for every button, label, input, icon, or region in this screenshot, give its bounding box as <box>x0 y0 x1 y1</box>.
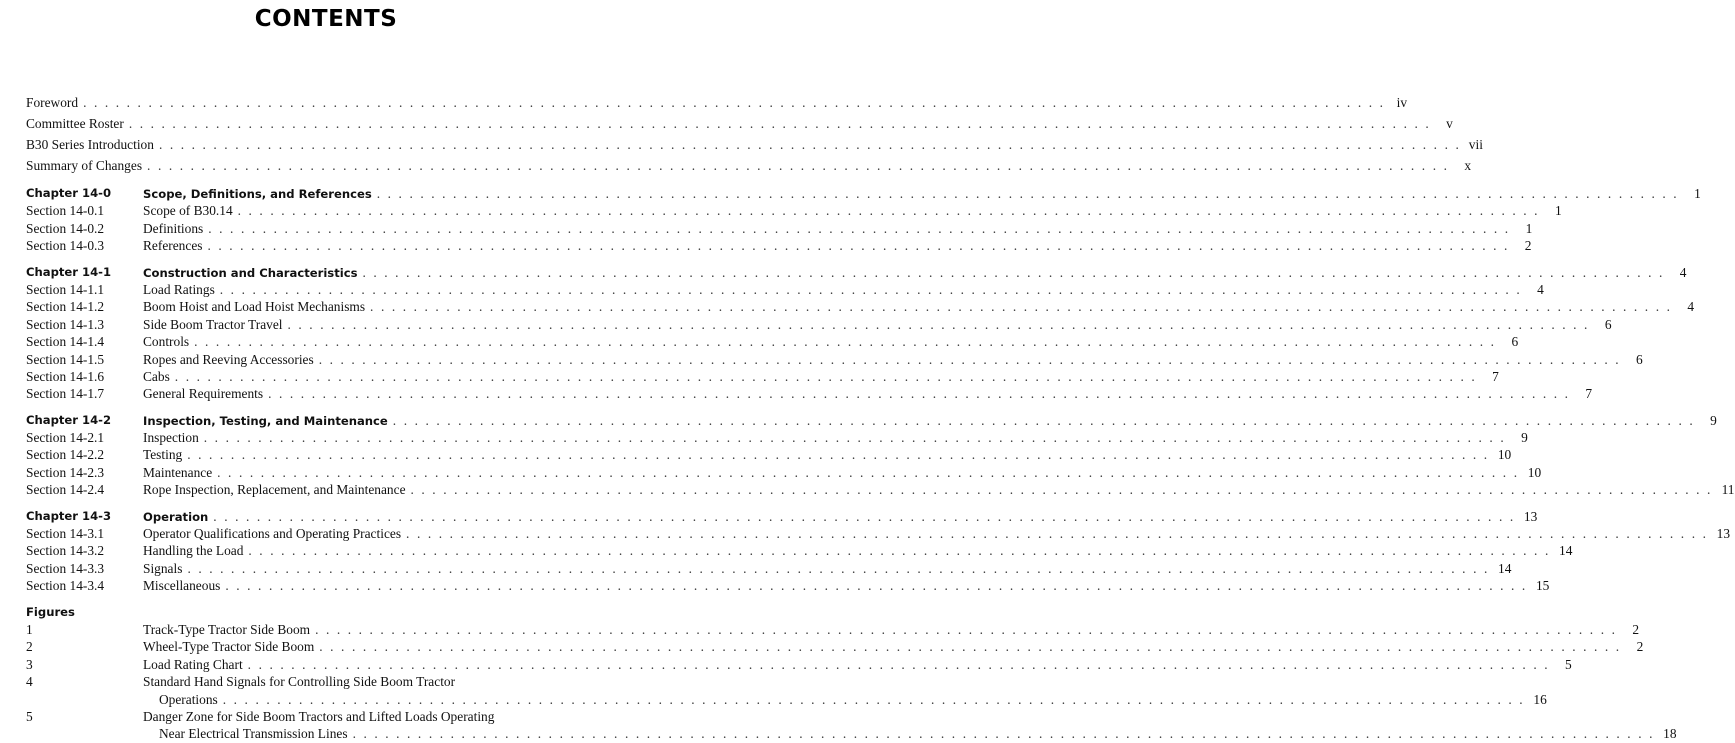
toc-row-section-number: Section 14-3.1 <box>26 526 105 542</box>
toc-row-section-title: Handling the Load <box>143 543 244 559</box>
toc-row-section-number: Section 14-3.3 <box>26 560 105 576</box>
toc-row-figure-page: 18 <box>1663 726 1677 742</box>
toc-row-front-matter-page: x <box>1464 158 1472 173</box>
toc-row-front-matter-entry <box>26 155 1472 176</box>
toc-row-section-entry <box>143 298 1695 315</box>
dot-leader: . . . . . . . . . . . . . . . . . . . . . . . . . . . . . . . . . . . . . . . . . . . . . . . . . . . . . . . . . . . . . . . . . . . . . . . . . . . . . . . . . . . . . . . . . . . . . . . . . . . . . . . . . . . . . . . . . . . . . . . . <box>406 526 1709 542</box>
toc-row-figure-entry <box>143 656 1572 673</box>
toc-row-figure-entry <box>143 708 638 725</box>
toc-row-figure-page: 5 <box>1564 656 1572 672</box>
toc-row-figure-title: Track-Type Tractor Side Boom <box>143 621 311 637</box>
toc-row-section-number: Section 14-3.4 <box>26 578 105 594</box>
toc-row-section-entry <box>143 351 1643 368</box>
toc-row-section-entry <box>143 429 1528 446</box>
toc-row-section-entry <box>143 446 1512 463</box>
toc-row-section-number: Section 14-2.2 <box>26 447 105 463</box>
toc-row-figure-page: 2 <box>1632 621 1640 637</box>
toc-row-section-number: Section 14-2.1 <box>26 430 105 446</box>
toc-row-chapter-number: Chapter 14-2 <box>26 412 112 427</box>
toc-row-figure[interactable] <box>26 621 1640 638</box>
toc-row-chapter-entry <box>143 185 1701 203</box>
toc-row-chapter-title: Construction and Characteristics <box>143 265 358 280</box>
dot-leader: . . . . . . . . . . . . . . . . . . . . . . . . . . . . . . . . . . . . . . . . . . . . . . . . . . . . . . . . . . . . . . . . . . . . . . . . . . . . . . . . . . . . . . . . . . . . . . . . . . . . . . . . . . . . . . . . . . . . . . . . <box>222 691 1525 707</box>
toc-row-section-number: Section 14-0.3 <box>26 238 105 254</box>
toc-row-section-entry <box>143 481 1735 498</box>
toc-row-section-page: 6 <box>1604 316 1612 332</box>
dot-leader: . . . . . . . . . . . . . . . . . . . . . . . . . . . . . . . . . . . . . . . . . . . . . . . . . . . . . . . . . . . . . . . . . . . . . . . . . . . . . . . . . . . . . . . . . . . . . . . . . . . . . . . . . . . . . . . . . . . . . . . . <box>147 158 1450 173</box>
toc-row-section-number: Section 14-2.4 <box>26 482 105 498</box>
dot-leader: . . . . . . . . . . . . . . . . . . . . . . . . . . . . . . . . . . . . . . . . . . . . . . . . . . . . . . . . . . . . . . . . . . . . . . . . . . . . . . . . . . . . . . . . . . . . . . . . . . . . . . . . . . . . . . . . . . . . . . . . <box>207 238 1510 254</box>
toc-row-front-matter-entry <box>26 113 1453 134</box>
toc-row-section-number: Section 14-3.2 <box>26 543 105 559</box>
toc-row-section-entry <box>143 281 1544 298</box>
toc-row-section-entry <box>143 464 1542 481</box>
toc-row-section-entry <box>143 560 1512 577</box>
toc-row-chapter-number: Chapter 14-0 <box>26 186 112 200</box>
toc-row-front-matter-entry <box>26 134 1483 155</box>
toc-row-figure-title: Wheel-Type Tractor Side Boom <box>143 639 315 655</box>
toc-row-front-matter-page: v <box>1446 116 1453 131</box>
toc-row-chapter-title: Scope, Definitions, and References <box>143 187 372 201</box>
toc-row-section-number: Section 14-1.4 <box>26 334 105 350</box>
toc-row-section[interactable] <box>26 368 1499 385</box>
toc-row-figure-number: 4 <box>26 674 33 690</box>
dot-leader: . . . . . . . . . . . . . . . . . . . . . . . . . . . . . . . . . . . . . . . . . . . . . . . . . . . . . . . . . . . . . . . . . . . . . . . . . . . . . . . . . . . . . . . . . . . . . . . . . . . . . . . . . . . . . . . . . . . . . . . . <box>237 203 1540 219</box>
toc-row-section[interactable] <box>26 220 1533 237</box>
toc-row-section-title: Inspection <box>143 430 199 446</box>
toc-row-section-title: Rope Inspection, Replacement, and Maintenance <box>143 482 406 498</box>
dot-leader: . . . . . . . . . . . . . . . . . . . . . . . . . . . . . . . . . . . . . . . . . . . . . . . . . . . . . . . . . . . . . . . . . . . . . . . . . . . . . . . . . . . . . . . . . . . . . . . . . . . . . . . . . . . . . . . . . . . . . . . . <box>213 508 1516 524</box>
toc-row-chapter-title: Operation <box>143 509 209 524</box>
toc-row-figure-page: 16 <box>1533 691 1547 707</box>
page-title: CONTENTS <box>254 6 398 32</box>
toc-row-section-page: 6 <box>1636 351 1643 367</box>
dot-leader: . . . . . . . . . . . . . . . . . . . . . . . . . . . . . . . . . . . . . . . . . . . . . . . . . . . . . . . . . . . . . . . . . . . . . . . . . . . . . . . . . . . . . . . . . . . . . . . . . . . . . . . . . . . . . . . . . . . . . . . . <box>174 368 1477 384</box>
table-of-contents <box>26 92 1735 743</box>
toc-row-section[interactable] <box>26 464 1542 481</box>
toc-row-section-page: 6 <box>1511 334 1519 350</box>
dot-leader: . . . . . . . . . . . . . . . . . . . . . . . . . . . . . . . . . . . . . . . . . . . . . . . . . . . . . . . . . . . . . . . . . . . . . . . . . . . . . . . . . . . . . . . . . . . . . . . . . . . . . . . . . . . . . . . . . . . . . . . . <box>362 264 1665 280</box>
toc-row-section-page: 7 <box>1492 368 1499 384</box>
toc-row-section[interactable] <box>26 298 1695 315</box>
toc-row-section-title: Controls <box>143 334 190 350</box>
toc-row-section-page: 14 <box>1559 543 1573 559</box>
toc-row-section[interactable] <box>26 446 1512 463</box>
toc-row-figure[interactable] <box>26 673 638 690</box>
toc-row-chapter-entry <box>143 264 1687 282</box>
toc-row-section[interactable] <box>26 542 1573 559</box>
toc-row-chapter-title: Inspection, Testing, and Maintenance <box>143 413 388 428</box>
dot-leader: . . . . . . . . . . . . . . . . . . . . . . . . . . . . . . . . . . . . . . . . . . . . . . . . . . . . . . . . . . . . . . . . . . . . . . . . . . . . . . . . . . . . . . . . . . . . . . . . . . . . . . . . . . . . . . . . . . . . . . . . <box>203 430 1506 446</box>
toc-row-section[interactable] <box>26 525 1731 542</box>
toc-row-section-title: Load Ratings <box>143 281 215 297</box>
toc-row-section-page: 1 <box>1554 203 1562 219</box>
toc-row-section-page: 7 <box>1585 386 1593 402</box>
toc-row-front-matter-page: vii <box>1468 137 1483 152</box>
toc-row-section[interactable] <box>26 560 1512 577</box>
toc-row-figure[interactable] <box>26 691 1547 708</box>
toc-row-figure-number: 2 <box>26 639 33 655</box>
dot-leader: . . . . . . . . . . . . . . . . . . . . . . . . . . . . . . . . . . . . . . . . . . . . . . . . . . . . . . . . . . . . . . . . . . . . . . . . . . . . . . . . . . . . . . . . . . . . . . . . . . . . . . . . . . . . . . . . . . . . . . . . <box>194 334 1497 350</box>
dot-leader: . . . . . . . . . . . . . . . . . . . . . . . . . . . . . . . . . . . . . . . . . . . . . . . . . . . . . . . . . . . . . . . . . . . . . . . . . . . . . . . . . . . . . . . . . . . . . . . . . . . . . . . . . . . . . . . . . . . . . . . . <box>248 543 1551 559</box>
toc-row-section-entry <box>143 525 1731 542</box>
dot-leader: . . . . . . . . . . . . . . . . . . . . . . . . . . . . . . . . . . . . . . . . . . . . . . . . . . . . . . . . . . . . . . . . . . . . . . . . . . . . . . . . . . . . . . . . . . . . . . . . . . . . . . . . . . . . . . . . . . . . . . . . <box>319 639 1622 655</box>
dot-leader: . . . . . . . . . . . . . . . . . . . . . . . . . . . . . . . . . . . . . . . . . . . . . . . . . . . . . . . . . . . . . . . . . . . . . . . . . . . . . . . . . . . . . . . . . . . . . . . . . . . . . . . . . . . . . . . . . . . . . . . . <box>83 95 1386 110</box>
toc-row-chapter-page: 13 <box>1523 508 1538 524</box>
dot-leader: . . . . . . . . . . . . . . . . . . . . . . . . . . . . . . . . . . . . . . . . . . . . . . . . . . . . . . . . . . . . . . . . . . . . . . . . . . . . . . . . . . . . . . . . . . . . . . . . . . . . . . . . . . . . . . . . . . . . . . . . <box>208 220 1511 236</box>
toc-row-front-matter[interactable] <box>26 92 1408 113</box>
toc-row-chapter-entry <box>143 508 1538 526</box>
toc-row-section-title: Definitions <box>143 220 204 236</box>
toc-row-section-page: 11 <box>1721 482 1735 498</box>
toc-row-section-page: 14 <box>1498 560 1512 576</box>
toc-row-section[interactable] <box>26 202 1562 219</box>
toc-row-section-entry <box>143 237 1532 254</box>
toc-row-section-page: 10 <box>1527 464 1542 480</box>
dot-leader: . . . . . . . . . . . . . . . . . . . . . . . . . . . . . . . . . . . . . . . . . . . . . . . . . . . . . . . . . . . . . . . . . . . . . . . . . . . . . . . . . . . . . . . . . . . . . . . . . . . . . . . . . . . . . . . . . . . . . . . . <box>370 299 1673 315</box>
toc-row-chapter[interactable] <box>26 185 1701 202</box>
toc-row-figure-entry <box>143 673 638 690</box>
dot-leader: . . . . . . . . . . . . . . . . . . . . . . . . . . . . . . . . . . . . . . . . . . . . . . . . . . . . . . . . . . . . . . . . . . . . . . . . . . . . . . . . . . . . . . . . . . . . . . . . . . . . . . . . . . . . . . . . . . . . . . . . <box>376 186 1679 201</box>
toc-row-section-page: 2 <box>1524 238 1532 254</box>
toc-row-figure-number: 1 <box>26 621 33 637</box>
toc-row-section-number: Section 14-1.5 <box>26 351 105 367</box>
toc-row-section[interactable] <box>26 577 1550 594</box>
toc-row-figure-number: 5 <box>26 708 33 724</box>
toc-row-figure-page: 2 <box>1636 639 1644 655</box>
toc-row-chapter-number: Chapter 14-3 <box>26 508 112 523</box>
dot-leader: . . . . . . . . . . . . . . . . . . . . . . . . . . . . . . . . . . . . . . . . . . . . . . . . . . . . . . . . . . . . . . . . . . . . . . . . . . . . . . . . . . . . . . . . . . . . . . . . . . . . . . . . . . . . . . . . . . . . . . . . <box>217 464 1520 480</box>
dot-leader: . . . . . . . . . . . . . . . . . . . . . . . . . . . . . . . . . . . . . . . . . . . . . . . . . . . . . . . . . . . . . . . . . . . . . . . . . . . . . . . . . . . . . . . . . . . . . . . . . . . . . . . . . . . . . . . . . . . . . . . . <box>315 621 1618 637</box>
toc-row-chapter-number: Chapter 14-1 <box>26 264 112 279</box>
toc-row-section[interactable] <box>26 385 1593 402</box>
toc-row-chapter[interactable] <box>26 412 1717 429</box>
toc-row-front-matter-title: Summary of Changes <box>26 158 143 173</box>
toc-row-figure-entry <box>159 725 1677 742</box>
toc-row-section-title: Maintenance <box>143 464 213 480</box>
dot-leader: . . . . . . . . . . . . . . . . . . . . . . . . . . . . . . . . . . . . . . . . . . . . . . . . . . . . . . . . . . . . . . . . . . . . . . . . . . . . . . . . . . . . . . . . . . . . . . . . . . . . . . . . . . . . . . . . . . . . . . . . <box>158 137 1461 152</box>
toc-row-section-title: References <box>143 238 203 254</box>
toc-row-section-entry <box>143 542 1573 559</box>
toc-row-chapter-page: 1 <box>1694 186 1701 201</box>
toc-row-front-matter[interactable] <box>26 155 1472 176</box>
toc-row-section-number: Section 14-1.2 <box>26 299 105 315</box>
dot-leader: . . . . . . . . . . . . . . . . . . . . . . . . . . . . . . . . . . . . . . . . . . . . . . . . . . . . . . . . . . . . . . . . . . . . . . . . . . . . . . . . . . . . . . . . . . . . . . . . . . . . . . . . . . . . . . . . . . . . . . . . <box>128 116 1431 131</box>
dot-leader: . . . . . . . . . . . . . . . . . . . . . . . . . . . . . . . . . . . . . . . . . . . . . . . . . . . . . . . . . . . . . . . . . . . . . . . . . . . . . . . . . . . . . . . . . . . . . . . . . . . . . . . . . . . . . . . . . . . . . . . . <box>392 412 1695 428</box>
toc-row-section-title: General Requirements <box>143 386 264 402</box>
toc-row-section[interactable] <box>26 316 1612 333</box>
toc-row-front-matter[interactable] <box>26 113 1453 134</box>
toc-row-section-page: 13 <box>1716 526 1731 542</box>
toc-row-section[interactable] <box>26 333 1519 350</box>
dot-leader: . . . . . . . . . . . . . . . . . . . . . . . . . . . . . . . . . . . . . . . . . . . . . . . . . . . . . . . . . . . . . . . . . . . . . . . . . . . . . . . . . . . . . . . . . . . . . . . . . . . . . . . . . . . . . . . . . . . . . . . . <box>225 578 1528 594</box>
toc-row-section-title: Operator Qualifications and Operating Practices <box>143 526 402 542</box>
toc-row-figure-title: Standard Hand Signals for Controlling Side Boom Tractor <box>143 674 456 690</box>
toc-row-section-number: Section 14-1.7 <box>26 386 105 402</box>
toc-row-chapter[interactable] <box>26 264 1687 281</box>
toc-row-section-entry <box>143 368 1499 385</box>
toc-row-section-title: Testing <box>143 447 183 463</box>
toc-row-section-number: Section 14-1.1 <box>26 281 105 297</box>
toc-row-figure[interactable] <box>26 725 1677 742</box>
toc-row-section-entry <box>143 577 1550 594</box>
dot-leader: . . . . . . . . . . . . . . . . . . . . . . . . . . . . . . . . . . . . . . . . . . . . . . . . . . . . . . . . . . . . . . . . . . . . . . . . . . . . . . . . . . . . . . . . . . . . . . . . . . . . . . . . . . . . . . . . . . . . . . . . <box>352 726 1655 742</box>
toc-row-figure-entry <box>143 621 1640 638</box>
toc-row-section-title: Miscellaneous <box>143 578 221 594</box>
dot-leader: . . . . . . . . . . . . . . . . . . . . . . . . . . . . . . . . . . . . . . . . . . . . . . . . . . . . . . . . . . . . . . . . . . . . . . . . . . . . . . . . . . . . . . . . . . . . . . . . . . . . . . . . . . . . . . . . . . . . . . . . <box>318 351 1621 367</box>
toc-row-section-page: 9 <box>1521 430 1528 446</box>
toc-row-front-matter-title: Committee Roster <box>26 116 124 131</box>
toc-row-figure-title: Danger Zone for Side Boom Tractors and Lifted Loads Operating <box>143 708 495 724</box>
toc-row-figure[interactable] <box>26 638 1644 655</box>
toc-row-section-entry <box>143 385 1593 402</box>
dot-leader: . . . . . . . . . . . . . . . . . . . . . . . . . . . . . . . . . . . . . . . . . . . . . . . . . . . . . . . . . . . . . . . . . . . . . . . . . . . . . . . . . . . . . . . . . . . . . . . . . . . . . . . . . . . . . . . . . . . . . . . . <box>219 281 1522 297</box>
figures-heading <box>26 604 638 621</box>
toc-row-section-title: Ropes and Reeving Accessories <box>143 351 314 367</box>
toc-row-section[interactable] <box>26 237 1532 254</box>
dot-leader: . . . . . . . . . . . . . . . . . . . . . . . . . . . . . . . . . . . . . . . . . . . . . . . . . . . . . . . . . . . . . . . . . . . . . . . . . . . . . . . . . . . . . . . . . . . . . . . . . . . . . . . . . . . . . . . . . . . . . . . . <box>268 386 1571 402</box>
toc-row-section-title: Scope of B30.14 <box>143 203 233 219</box>
toc-row-figure-entry <box>143 638 1644 655</box>
toc-row-section-title: Boom Hoist and Load Hoist Mechanisms <box>143 299 366 315</box>
toc-row-front-matter-page: iv <box>1396 95 1408 110</box>
toc-row-chapter-entry <box>143 412 1717 430</box>
toc-row-section-entry <box>143 333 1519 350</box>
toc-row-figure-title: Operations <box>159 691 218 707</box>
toc-row-section-entry <box>143 202 1562 219</box>
figures-heading-label: Figures <box>26 604 75 619</box>
toc-row-chapter-page: 9 <box>1710 412 1717 428</box>
toc-row-section-page: 4 <box>1537 281 1544 297</box>
dot-leader: . . . . . . . . . . . . . . . . . . . . . . . . . . . . . . . . . . . . . . . . . . . . . . . . . . . . . . . . . . . . . . . . . . . . . . . . . . . . . . . . . . . . . . . . . . . . . . . . . . . . . . . . . . . . . . . . . . . . . . . . <box>287 316 1590 332</box>
dot-leader: . . . . . . . . . . . . . . . . . . . . . . . . . . . . . . . . . . . . . . . . . . . . . . . . . . . . . . . . . . . . . . . . . . . . . . . . . . . . . . . . . . . . . . . . . . . . . . . . . . . . . . . . . . . . . . . . . . . . . . . . <box>410 482 1713 498</box>
toc-row-section-number: Section 14-2.3 <box>26 464 105 480</box>
toc-row-front-matter-entry <box>26 92 1408 113</box>
dot-leader: . . . . . . . . . . . . . . . . . . . . . . . . . . . . . . . . . . . . . . . . . . . . . . . . . . . . . . . . . . . . . . . . . . . . . . . . . . . . . . . . . . . . . . . . . . . . . . . . . . . . . . . . . . . . . . . . . . . . . . . . <box>247 656 1550 672</box>
toc-row-section[interactable] <box>26 351 1643 368</box>
toc-row-section-page: 1 <box>1525 220 1533 236</box>
toc-row-section-page: 15 <box>1535 578 1550 594</box>
toc-row-front-matter[interactable] <box>26 134 1483 155</box>
toc-row-section-entry <box>143 220 1533 237</box>
toc-row-front-matter-title: Foreword <box>26 95 79 110</box>
toc-row-front-matter-title: B30 Series Introduction <box>26 137 154 152</box>
toc-row-section-title: Signals <box>143 560 183 576</box>
toc-row-section-title: Cabs <box>143 368 170 384</box>
toc-row-section-page: 4 <box>1687 299 1695 315</box>
toc-row-section-number: Section 14-0.2 <box>26 220 105 236</box>
dot-leader: . . . . . . . . . . . . . . . . . . . . . . . . . . . . . . . . . . . . . . . . . . . . . . . . . . . . . . . . . . . . . . . . . . . . . . . . . . . . . . . . . . . . . . . . . . . . . . . . . . . . . . . . . . . . . . . . . . . . . . . . <box>187 447 1490 463</box>
toc-row-figure-title: Near Electrical Transmission Lines <box>159 726 348 742</box>
toc-row-figure-number: 3 <box>26 656 33 672</box>
toc-row-section-number: Section 14-1.3 <box>26 316 105 332</box>
dot-leader: . . . . . . . . . . . . . . . . . . . . . . . . . . . . . . . . . . . . . . . . . . . . . . . . . . . . . . . . . . . . . . . . . . . . . . . . . . . . . . . . . . . . . . . . . . . . . . . . . . . . . . . . . . . . . . . . . . . . . . . . <box>187 560 1490 576</box>
toc-row-section-number: Section 14-0.1 <box>26 203 105 219</box>
toc-row-figure[interactable] <box>26 656 1572 673</box>
toc-row-section-number: Section 14-1.6 <box>26 368 105 384</box>
toc-row-section-entry <box>143 316 1612 333</box>
toc-row-section[interactable] <box>26 281 1544 298</box>
toc-row-figure[interactable] <box>26 708 638 725</box>
toc-row-section-title: Side Boom Tractor Travel <box>143 316 283 332</box>
toc-row-section[interactable] <box>26 481 1735 498</box>
toc-row-figure-entry <box>159 691 1547 708</box>
toc-row-section-page: 10 <box>1497 447 1512 463</box>
toc-row-section[interactable] <box>26 429 1528 446</box>
toc-row-figure-title: Load Rating Chart <box>143 656 243 672</box>
toc-row-chapter[interactable] <box>26 508 1538 525</box>
toc-row-chapter-page: 4 <box>1679 264 1687 280</box>
